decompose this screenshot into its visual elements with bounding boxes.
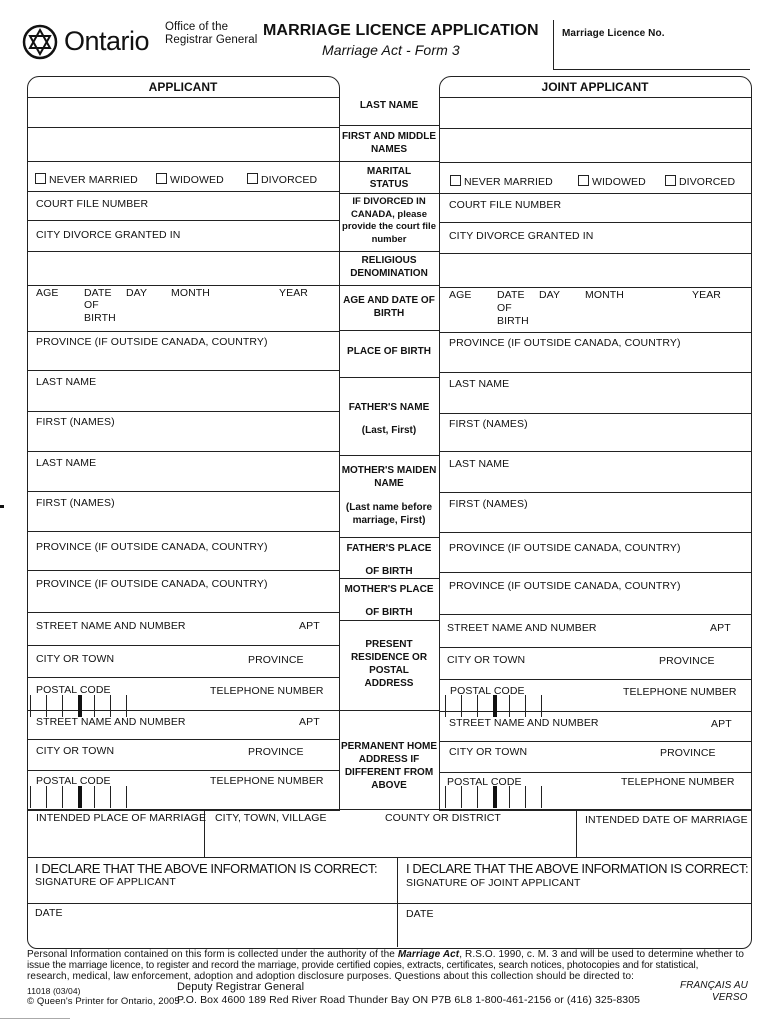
mailing-address: P.O. Box 4600 189 Red River Road Thunder Bay ON P7B 6L8 1-800-461-2156 or (416) 325-8305 [177,994,641,1006]
center-row-divider [339,578,439,579]
applicant-widowed[interactable]: WIDOWED [156,173,224,186]
joint-row-divider [439,451,751,452]
joint-perm-apt: APT [711,718,732,730]
joint-postal: POSTAL CODE [450,685,525,697]
applicant-street: STREET NAME AND NUMBER [36,620,186,632]
center-last-name: LAST NAME [359,100,419,111]
applicant-row-divider [27,127,339,128]
joint-row-divider [439,222,751,223]
applicant-apt: APT [299,620,320,632]
applicant-city-divorce: CITY DIVORCE GRANTED IN [36,229,181,241]
applicant-row-divider [27,677,339,678]
applicant-father-province: PROVINCE (IF OUTSIDE CANADA, COUNTRY) [36,541,268,553]
applicant-mother-province: PROVINCE (IF OUTSIDE CANADA, COUNTRY) [36,578,268,590]
postal-code-cell[interactable] [509,695,510,717]
applicant-row-divider [27,251,339,252]
joint-perm-city: CITY OR TOWN [449,746,528,758]
date-applicant-label: DATE [35,907,63,919]
postal-code-cell[interactable] [445,786,446,808]
licence-no-divider [553,20,554,70]
applicant-mother-first: FIRST (NAMES) [36,497,115,509]
postal-code-cell[interactable] [477,695,478,717]
center-of-birth-2: OF BIRTH [365,607,413,618]
joint-province: PROVINCE [659,655,715,667]
applicant-heading: APPLICANT [148,80,218,94]
applicant-row-divider [27,612,339,613]
joint-row-divider [439,287,751,288]
joint-province-birth: PROVINCE (IF OUTSIDE CANADA, COUNTRY) [449,337,681,349]
center-row-divider [339,251,439,252]
postal-code-cell[interactable] [94,786,95,808]
applicant-province: PROVINCE [248,654,304,666]
checkbox-icon [665,175,676,186]
joint-row-divider [439,647,751,648]
joint-applicant-heading: JOINT APPLICANT [541,80,649,94]
joint-row-divider [439,332,751,333]
center-row-divider [339,620,439,621]
applicant-row-divider [27,491,339,492]
postal-code-cell[interactable] [78,786,82,808]
postal-code-cell[interactable] [30,695,31,717]
joint-year: YEAR [692,289,721,301]
applicant-father-first: FIRST (NAMES) [36,416,115,428]
joint-row-divider [439,532,751,533]
postal-code-cell[interactable] [461,695,462,717]
postal-code-cell[interactable] [110,695,111,717]
center-mother-maiden: MOTHER'S MAIDEN NAME [341,465,437,489]
postal-code-cell[interactable] [445,695,446,717]
joint-father-first: FIRST (NAMES) [449,418,528,430]
postal-code-cell[interactable] [110,786,111,808]
applicant-row-divider [27,739,339,740]
form-title: MARRIAGE LICENCE APPLICATION [263,22,539,39]
joint-court-file: COURT FILE NUMBER [449,199,562,211]
form-subtitle: Marriage Act - Form 3 [322,42,460,58]
county-district-label: COUNTY OR DISTRICT [385,812,501,824]
postal-code-cell[interactable] [46,695,47,717]
office-line2: Registrar General [165,34,258,46]
privacy-line2: issue the marriage licence, to register and record the marriage, provide certified copies, extracts, certificates, search notices, photocopies and for statistical, [27,960,699,971]
center-row-divider [339,710,439,711]
center-row-divider [339,377,439,378]
applicant-row-divider [27,451,339,452]
center-mother-note: (Last name before marriage, First) [345,502,433,526]
applicant-row-divider [27,645,339,646]
checkbox-icon [35,173,46,184]
signature-applicant-label: SIGNATURE OF APPLICANT [35,876,176,888]
applicant-province-birth: PROVINCE (IF OUTSIDE CANADA, COUNTRY) [36,336,268,348]
licence-no-underline [553,69,750,70]
center-marital: MARITAL STATUS [366,166,412,190]
center-mother-place: MOTHER'S PLACE [344,584,434,595]
postal-code-cell[interactable] [62,695,63,717]
applicant-perm-street: STREET NAME AND NUMBER [36,716,186,728]
joint-day: DAY [539,289,561,301]
applicant-row-divider [27,331,339,332]
applicant-row-divider [27,710,339,711]
deputy-registrar: Deputy Registrar General [177,981,305,993]
date-joint-label: DATE [406,908,434,920]
applicant-perm-postal: POSTAL CODE [36,775,111,787]
applicant-court-file: COURT FILE NUMBER [36,198,149,210]
joint-row-divider [439,492,751,493]
center-row-divider [339,285,439,286]
center-last-first: (Last, First) [361,425,417,436]
applicant-never-married[interactable]: NEVER MARRIED [35,173,138,186]
joint-row-divider [439,711,751,712]
applicant-age: AGE [36,287,59,299]
checkbox-icon [450,175,461,186]
joint-perm-province: PROVINCE [660,747,716,759]
joint-father-last: LAST NAME [449,378,510,390]
licence-no-label: Marriage Licence No. [562,28,665,39]
joint-perm-postal: POSTAL CODE [447,776,522,788]
postal-code-cell[interactable] [477,786,478,808]
joint-mother-province: PROVINCE (IF OUTSIDE CANADA, COUNTRY) [449,580,681,592]
applicant-month: MONTH [171,287,210,299]
joint-perm-street: STREET NAME AND NUMBER [449,717,599,729]
center-row-divider [339,161,439,162]
applicant-divorced[interactable]: DIVORCED [247,173,317,186]
postal-code-cell[interactable] [493,695,497,717]
french-link-2[interactable]: VERSO [712,992,748,1003]
applicant-perm-telephone: TELEPHONE NUMBER [210,775,324,787]
checkbox-icon [247,173,258,184]
joint-widowed[interactable]: WIDOWED [578,175,646,188]
postal-code-cell[interactable] [541,695,542,717]
applicant-perm-city: CITY OR TOWN [36,745,115,757]
city-town-village-label: CITY, TOWN, VILLAGE [215,812,327,824]
joint-row-divider [439,253,751,254]
joint-father-province: PROVINCE (IF OUTSIDE CANADA, COUNTRY) [449,542,681,554]
ontario-trillium-logo-icon [22,24,58,60]
applicant-date: DATE [84,287,112,299]
postal-code-cell[interactable] [94,695,95,717]
intended-date-label: INTENDED DATE OF MARRIAGE [585,814,748,826]
center-row-divider [339,125,439,126]
office-line1: Office of the [165,21,229,33]
joint-row-divider [439,128,751,129]
postal-code-cell[interactable] [509,786,510,808]
center-row-divider [339,193,439,194]
joint-row-divider [439,741,751,742]
postal-code-cell[interactable] [78,695,82,717]
applicant-row-divider [27,411,339,412]
center-first-middle: FIRST AND MIDDLE NAMES [341,131,437,155]
applicant-row-divider [27,570,339,571]
joint-of: OF [497,302,512,314]
joint-telephone: TELEPHONE NUMBER [623,686,737,698]
postal-code-cell[interactable] [62,786,63,808]
declare-applicant: I DECLARE THAT THE ABOVE INFORMATION IS CORRECT: [35,861,378,876]
joint-divorced[interactable]: DIVORCED [665,175,735,188]
applicant-perm-province: PROVINCE [248,746,304,758]
center-age-dob: AGE AND DATE OF BIRTH [343,295,435,319]
applicant-row-divider [27,191,339,192]
postal-code-cell[interactable] [126,786,127,808]
joint-row-divider [439,193,751,194]
applicant-row-divider [27,370,339,371]
postal-code-cell[interactable] [461,786,462,808]
postal-code-cell[interactable] [525,695,526,717]
applicant-mother-last: LAST NAME [36,457,97,469]
joint-row-divider [439,772,751,773]
applicant-year: YEAR [279,287,308,299]
center-row-divider [339,455,439,456]
joint-row-divider [439,413,751,414]
center-place-birth: PLACE OF BIRTH [347,346,431,357]
privacy-line1: Personal Information contained on this form is collected under the authority of the Marriage Act, R.S.O. 1990, c. M. 3 and will be used to determine whether to [27,949,745,960]
joint-city-divorce: CITY DIVORCE GRANTED IN [449,230,594,242]
center-father-name: FATHER'S NAME [348,402,430,413]
joint-row-divider [439,614,751,615]
applicant-row-divider [27,161,339,162]
joint-never-married[interactable]: NEVER MARRIED [450,175,553,188]
applicant-row-divider [27,285,339,286]
postal-code-cell[interactable] [541,786,542,808]
joint-row-divider [439,572,751,573]
joint-row-divider [439,372,751,373]
signature-joint-label: SIGNATURE OF JOINT APPLICANT [406,877,581,889]
postal-code-cell[interactable] [126,695,127,717]
joint-date: DATE [497,289,525,301]
center-permanent-home: PERMANENT HOME ADDRESS IF DIFFERENT FROM ABOVE [340,741,438,791]
applicant-row-divider [27,770,339,771]
postal-code-cell[interactable] [30,786,31,808]
joint-street: STREET NAME AND NUMBER [447,622,597,634]
joint-perm-telephone: TELEPHONE NUMBER [621,776,735,788]
applicant-row-divider [27,220,339,221]
postal-code-cell[interactable] [46,786,47,808]
applicant-father-last: LAST NAME [36,376,97,388]
checkbox-icon [156,173,167,184]
center-row-divider [339,330,439,331]
joint-mother-last: LAST NAME [449,458,510,470]
applicant-of: OF [84,299,99,311]
ontario-logo-text: Ontario [64,26,150,56]
queens-printer: © Queen's Printer for Ontario, 2005 [27,996,180,1007]
applicant-city: CITY OR TOWN [36,653,115,665]
joint-mother-first: FIRST (NAMES) [449,498,528,510]
applicant-column [27,76,340,811]
postal-code-cell[interactable] [525,786,526,808]
joint-row-divider [439,679,751,680]
joint-city: CITY OR TOWN [447,654,526,666]
joint-birth: BIRTH [497,315,529,327]
privacy-line3: research, medical, law enforcement, adoption and adoption disclosure purposes. Questions about this collection should be directed to: [27,971,634,982]
applicant-birth: BIRTH [84,312,116,324]
applicant-telephone: TELEPHONE NUMBER [210,685,324,697]
checkbox-icon [578,175,589,186]
declare-joint: I DECLARE THAT THE ABOVE INFORMATION IS CORRECT: [406,861,749,876]
applicant-row-divider [27,531,339,532]
french-link-1[interactable]: FRANÇAIS AU [680,980,748,991]
applicant-postal: POSTAL CODE [36,684,111,696]
joint-row-divider [439,162,751,163]
joint-month: MONTH [585,289,624,301]
postal-code-cell[interactable] [493,786,497,808]
center-religious: RELIGIOUS DENOMINATION [350,255,428,279]
joint-age: AGE [449,289,472,301]
joint-apt: APT [710,622,731,634]
form-number: 11018 (03/04) [27,986,81,996]
center-row-divider [339,537,439,538]
center-father-place: FATHER'S PLACE [346,543,432,554]
center-of-birth-1: OF BIRTH [365,566,413,577]
center-if-divorced: IF DIVORCED IN CANADA, please provide the court file number [342,196,436,245]
intended-place-label: INTENDED PLACE OF MARRIAGE [36,812,207,824]
applicant-perm-apt: APT [299,716,320,728]
center-present-residence: PRESENT RESIDENCE OR POSTAL ADDRESS [350,639,428,689]
applicant-day: DAY [126,287,148,299]
